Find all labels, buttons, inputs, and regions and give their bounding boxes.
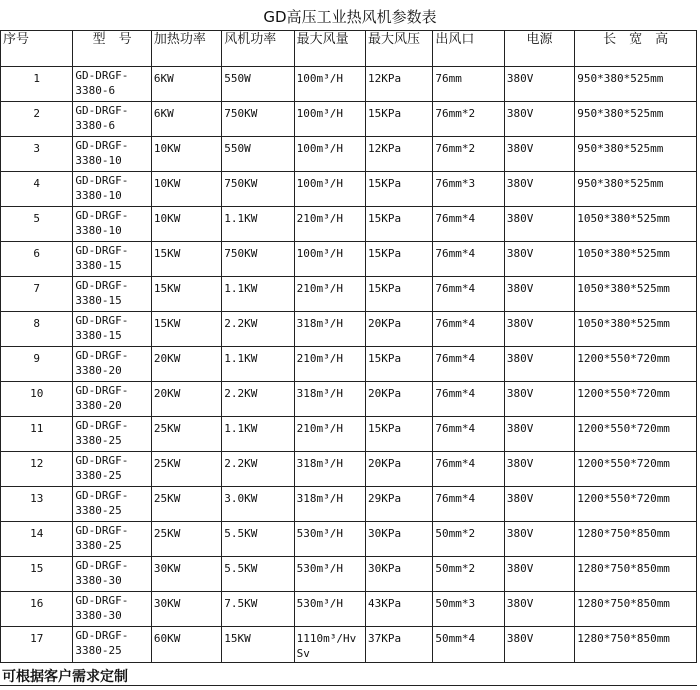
cell-fan-power: 15KW: [222, 627, 294, 663]
cell-power-supply: 380V: [504, 102, 574, 137]
table-row: [1, 627, 697, 663]
cell-max-pressure: 30KPa: [366, 557, 433, 592]
cell-max-pressure: 15KPa: [366, 242, 433, 277]
cell-outlet: 76mm*4: [433, 207, 504, 242]
cell-fan-power: 7.5KW: [222, 592, 294, 627]
table-row: [1, 592, 697, 627]
table-row: [1, 487, 697, 522]
cell-max-pressure: 15KPa: [366, 277, 433, 312]
cell-outlet: 50mm*2: [433, 557, 504, 592]
cell-model: GD-DRGF-3380-15: [73, 277, 151, 312]
cell-heating-power: 6KW: [151, 67, 221, 102]
cell-heating-power: 25KW: [151, 487, 221, 522]
parameter-table: [0, 30, 697, 663]
cell-outlet: 76mm*2: [433, 137, 504, 172]
cell-model: GD-DRGF-3380-30: [73, 592, 151, 627]
cell-dimensions: 1050*380*525mm: [575, 207, 697, 242]
cell-max-pressure: 15KPa: [366, 102, 433, 137]
cell-max-airflow: 1110m³/Hv Sv: [294, 627, 365, 663]
cell-dimensions: 1200*550*720mm: [575, 487, 697, 522]
cell-index: 7: [1, 277, 73, 312]
cell-model: GD-DRGF-3380-6: [73, 102, 151, 137]
table-row: [1, 347, 697, 382]
cell-max-pressure: 15KPa: [366, 417, 433, 452]
cell-index: 15: [1, 557, 73, 592]
cell-outlet: 50mm*3: [433, 592, 504, 627]
cell-index: 10: [1, 382, 73, 417]
header-outlet: 出风口: [433, 31, 504, 67]
table-row: [1, 102, 697, 137]
cell-dimensions: 1050*380*525mm: [575, 312, 697, 347]
cell-max-airflow: 530m³/H: [294, 557, 365, 592]
cell-outlet: 76mm*4: [433, 382, 504, 417]
cell-max-pressure: 37KPa: [366, 627, 433, 663]
cell-dimensions: 1050*380*525mm: [575, 277, 697, 312]
table-row: [1, 522, 697, 557]
cell-power-supply: 380V: [504, 207, 574, 242]
cell-fan-power: 1.1KW: [222, 347, 294, 382]
cell-power-supply: 380V: [504, 137, 574, 172]
cell-index: 11: [1, 417, 73, 452]
header-max-pressure: 最大风压: [366, 31, 433, 67]
cell-max-airflow: 100m³/H: [294, 242, 365, 277]
cell-max-airflow: 530m³/H: [294, 522, 365, 557]
table-row: [1, 67, 697, 102]
cell-fan-power: 1.1KW: [222, 277, 294, 312]
cell-power-supply: 380V: [504, 417, 574, 452]
cell-outlet: 76mm*2: [433, 102, 504, 137]
cell-dimensions: 1200*550*720mm: [575, 452, 697, 487]
table-row: [1, 452, 697, 487]
cell-max-pressure: 30KPa: [366, 522, 433, 557]
header-fan-power: 风机功率: [222, 31, 294, 67]
cell-dimensions: 1280*750*850mm: [575, 522, 697, 557]
cell-power-supply: 380V: [504, 452, 574, 487]
table-row: [1, 382, 697, 417]
cell-fan-power: 1.1KW: [222, 417, 294, 452]
cell-power-supply: 380V: [504, 172, 574, 207]
page-title: GD高压工业热风机参数表: [263, 8, 437, 26]
cell-fan-power: 5.5KW: [222, 557, 294, 592]
cell-power-supply: 380V: [504, 242, 574, 277]
table-row: [1, 277, 697, 312]
cell-outlet: 76mm*4: [433, 347, 504, 382]
cell-power-supply: 380V: [504, 67, 574, 102]
cell-max-airflow: 318m³/H: [294, 487, 365, 522]
cell-model: GD-DRGF-3380-10: [73, 137, 151, 172]
cell-index: 6: [1, 242, 73, 277]
footer-note: 可根据客户需求定制: [2, 669, 128, 685]
cell-heating-power: 15KW: [151, 277, 221, 312]
cell-fan-power: 750KW: [222, 172, 294, 207]
cell-outlet: 76mm*4: [433, 452, 504, 487]
cell-max-pressure: 20KPa: [366, 382, 433, 417]
cell-fan-power: 750KW: [222, 102, 294, 137]
cell-max-airflow: 318m³/H: [294, 452, 365, 487]
cell-power-supply: 380V: [504, 522, 574, 557]
cell-max-pressure: 12KPa: [366, 67, 433, 102]
cell-max-airflow: 530m³/H: [294, 592, 365, 627]
cell-model: GD-DRGF-3380-25: [73, 627, 151, 663]
cell-model: GD-DRGF-3380-20: [73, 347, 151, 382]
cell-fan-power: 550W: [222, 137, 294, 172]
cell-max-airflow: 100m³/H: [294, 172, 365, 207]
header-index: 序号: [1, 31, 73, 67]
cell-max-pressure: 15KPa: [366, 347, 433, 382]
cell-heating-power: 15KW: [151, 242, 221, 277]
cell-fan-power: 2.2KW: [222, 312, 294, 347]
cell-max-pressure: 12KPa: [366, 137, 433, 172]
cell-outlet: 76mm*3: [433, 172, 504, 207]
header-dimensions: 长 宽 高: [575, 31, 697, 67]
cell-index: 8: [1, 312, 73, 347]
cell-model: GD-DRGF-3380-20: [73, 382, 151, 417]
cell-model: GD-DRGF-3380-15: [73, 242, 151, 277]
cell-max-pressure: 20KPa: [366, 452, 433, 487]
cell-fan-power: 5.5KW: [222, 522, 294, 557]
cell-max-pressure: 15KPa: [366, 207, 433, 242]
cell-dimensions: 950*380*525mm: [575, 102, 697, 137]
cell-power-supply: 380V: [504, 347, 574, 382]
cell-fan-power: 750KW: [222, 242, 294, 277]
table-row: [1, 242, 697, 277]
cell-model: GD-DRGF-3380-25: [73, 452, 151, 487]
cell-power-supply: 380V: [504, 277, 574, 312]
cell-max-pressure: 15KPa: [366, 172, 433, 207]
cell-power-supply: 380V: [504, 627, 574, 663]
footer-divider: [0, 685, 697, 686]
cell-dimensions: 1200*550*720mm: [575, 382, 697, 417]
cell-model: GD-DRGF-3380-30: [73, 557, 151, 592]
cell-outlet: 76mm*4: [433, 312, 504, 347]
cell-dimensions: 1200*550*720mm: [575, 417, 697, 452]
cell-dimensions: 1050*380*525mm: [575, 242, 697, 277]
cell-outlet: 76mm*4: [433, 487, 504, 522]
cell-max-airflow: 210m³/H: [294, 417, 365, 452]
cell-index: 9: [1, 347, 73, 382]
cell-heating-power: 30KW: [151, 592, 221, 627]
cell-outlet: 76mm*4: [433, 277, 504, 312]
cell-dimensions: 1280*750*850mm: [575, 627, 697, 663]
cell-max-airflow: 210m³/H: [294, 347, 365, 382]
cell-max-airflow: 318m³/H: [294, 382, 365, 417]
cell-model: GD-DRGF-3380-25: [73, 522, 151, 557]
cell-dimensions: 1280*750*850mm: [575, 557, 697, 592]
table-row: [1, 207, 697, 242]
cell-power-supply: 380V: [504, 382, 574, 417]
table-body: [1, 67, 697, 663]
cell-index: 3: [1, 137, 73, 172]
cell-power-supply: 380V: [504, 312, 574, 347]
cell-fan-power: 2.2KW: [222, 382, 294, 417]
cell-max-airflow: 100m³/H: [294, 102, 365, 137]
cell-power-supply: 380V: [504, 487, 574, 522]
cell-fan-power: 1.1KW: [222, 207, 294, 242]
cell-model: GD-DRGF-3380-10: [73, 172, 151, 207]
cell-heating-power: 6KW: [151, 102, 221, 137]
cell-max-airflow: 100m³/H: [294, 67, 365, 102]
cell-power-supply: 380V: [504, 592, 574, 627]
header-power-supply: 电源: [504, 31, 574, 67]
cell-heating-power: 10KW: [151, 207, 221, 242]
cell-outlet: 76mm*4: [433, 417, 504, 452]
cell-index: 12: [1, 452, 73, 487]
cell-outlet: 76mm: [433, 67, 504, 102]
table-row: [1, 137, 697, 172]
cell-max-airflow: 318m³/H: [294, 312, 365, 347]
cell-heating-power: 25KW: [151, 417, 221, 452]
cell-heating-power: 10KW: [151, 137, 221, 172]
cell-outlet: 50mm*4: [433, 627, 504, 663]
cell-max-pressure: 43KPa: [366, 592, 433, 627]
cell-fan-power: 2.2KW: [222, 452, 294, 487]
header-max-airflow: 最大风量: [294, 31, 365, 67]
table-row: [1, 312, 697, 347]
cell-model: GD-DRGF-3380-15: [73, 312, 151, 347]
cell-index: 1: [1, 67, 73, 102]
cell-heating-power: 20KW: [151, 382, 221, 417]
cell-power-supply: 380V: [504, 557, 574, 592]
cell-model: GD-DRGF-3380-6: [73, 67, 151, 102]
cell-model: GD-DRGF-3380-25: [73, 487, 151, 522]
cell-heating-power: 25KW: [151, 452, 221, 487]
cell-max-airflow: 100m³/H: [294, 137, 365, 172]
table-row: [1, 557, 697, 592]
header-model: 型 号: [73, 31, 151, 67]
cell-dimensions: 950*380*525mm: [575, 67, 697, 102]
cell-max-airflow: 210m³/H: [294, 277, 365, 312]
header-heating-power: 加热功率: [151, 31, 221, 67]
cell-outlet: 76mm*4: [433, 242, 504, 277]
cell-model: GD-DRGF-3380-10: [73, 207, 151, 242]
cell-index: 5: [1, 207, 73, 242]
cell-index: 2: [1, 102, 73, 137]
cell-max-pressure: 20KPa: [366, 312, 433, 347]
cell-index: 4: [1, 172, 73, 207]
cell-outlet: 50mm*2: [433, 522, 504, 557]
cell-heating-power: 15KW: [151, 312, 221, 347]
table-header-row: [1, 31, 697, 67]
table-row: [1, 172, 697, 207]
cell-heating-power: 20KW: [151, 347, 221, 382]
cell-max-airflow: 210m³/H: [294, 207, 365, 242]
cell-heating-power: 10KW: [151, 172, 221, 207]
cell-index: 16: [1, 592, 73, 627]
table-row: [1, 417, 697, 452]
cell-dimensions: 950*380*525mm: [575, 137, 697, 172]
cell-heating-power: 60KW: [151, 627, 221, 663]
cell-heating-power: 25KW: [151, 522, 221, 557]
cell-model: GD-DRGF-3380-25: [73, 417, 151, 452]
cell-heating-power: 30KW: [151, 557, 221, 592]
cell-dimensions: 1280*750*850mm: [575, 592, 697, 627]
cell-fan-power: 550W: [222, 67, 294, 102]
cell-index: 17: [1, 627, 73, 663]
cell-index: 14: [1, 522, 73, 557]
cell-max-pressure: 29KPa: [366, 487, 433, 522]
cell-dimensions: 1200*550*720mm: [575, 347, 697, 382]
cell-dimensions: 950*380*525mm: [575, 172, 697, 207]
cell-index: 13: [1, 487, 73, 522]
cell-fan-power: 3.0KW: [222, 487, 294, 522]
